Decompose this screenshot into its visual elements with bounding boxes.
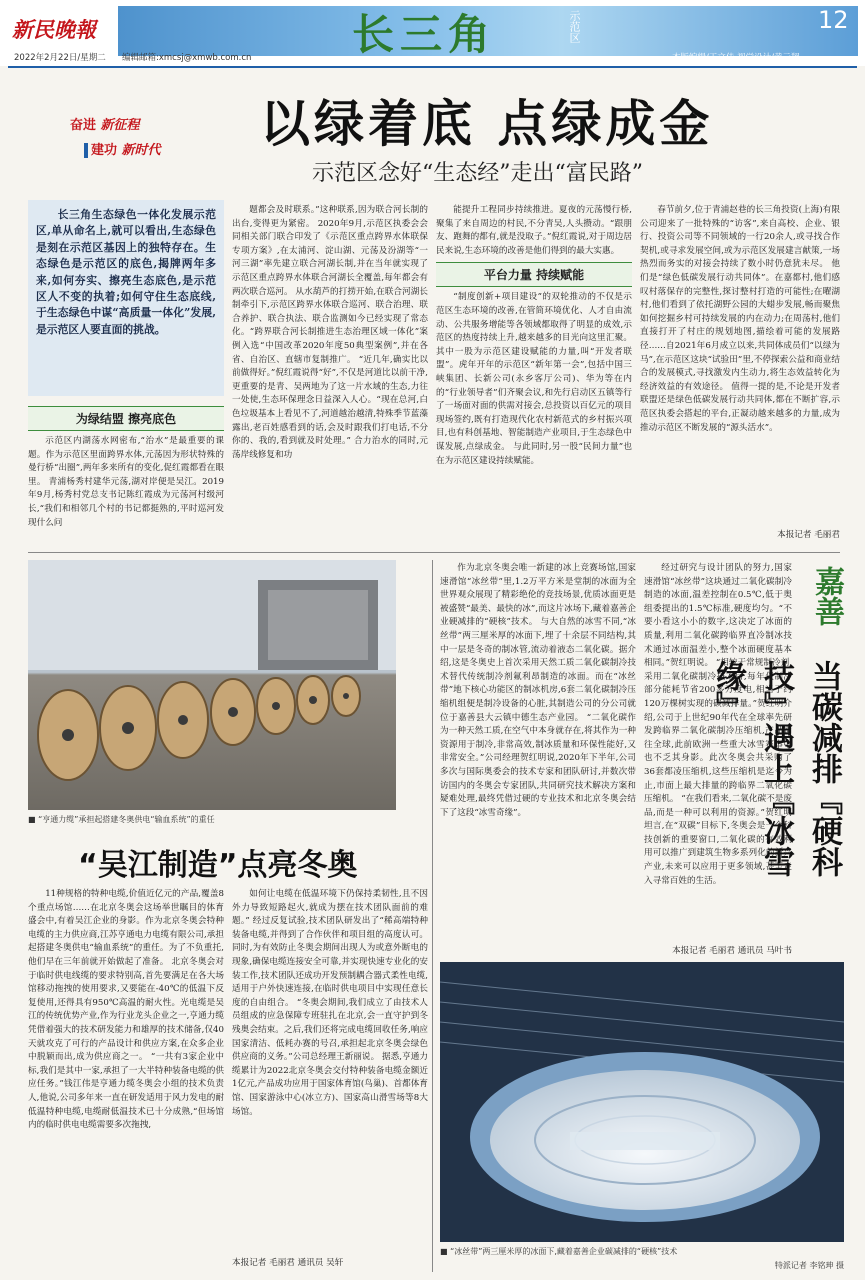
slogan-word: 建功 (84, 143, 117, 158)
vertical-divider (432, 560, 433, 1272)
top-subheadline: 示范区念好“生态经”走出“富民路” (312, 161, 643, 186)
masthead (0, 0, 865, 66)
body-text: 作为北京冬奥会唯一新建的冰上竞赛场馆,国家速滑馆“冰丝带”里,1.2万平方米是堂制的冰面为全世界观众展现了精彩绝伦的竞技场景,优质冰面更是被盛赞“最美、最快的冰”,而这片冰场下,藏着嘉善企业硬减排的“硬核”技术。 与大自然的冰雪不同,“冰丝带”两三厘米厚的冰面下,埋了十余层不同结构,其中一层是冬奇的制冰管,流动着液态二氧化碳。据介绍,这是冬奥史上首次采用天然工质二氧化碳制冷技术替代传统制冷剂氟利昂制造的冰面。而在“冰丝带”地下核心功能区的制冰机房,6套二氧化碳制冷压缩机组便是制冷设备的心脏,其制造公司的分公司就位于嘉善县大云镇中德生态产业园。 “二氧化碳作为一种天然工质,在空气中本身就存在,将其作为一种资源用于制冷,非常高效,制冰质量和环保性能好,又非常安全。”公司经理贺红明说,2020年下半年,公司多次与国际奥委会的技术专家和团队研讨,并数次带访国内的冬奥会专家团队,共同研究技术解决方案和疑难处理,最终凭借过硬的专业技术和北京冬奥会结下了这段“冰雪奇缘”。 (440, 563, 636, 818)
editor-email: 编辑邮箱:xmcsj@xmwb.com.cn (122, 53, 252, 63)
slogan-word: 新征程 (100, 118, 140, 133)
subheading: 平台力量 持续赋能 (436, 262, 632, 287)
ice-photo-caption: ■ “冰丝带”两三厘米厚的冰面下,藏着嘉善企业碳减排的“硬核”技术 (440, 1247, 678, 1256)
middle-col-1 (28, 888, 224, 1272)
middle-col-2 (232, 888, 428, 1254)
slogan-box (70, 114, 190, 164)
divider (28, 552, 840, 553)
paper-name: 新民晚報 (12, 17, 96, 42)
middle-headline: “吴江制造”点亮冬奥 (78, 848, 358, 883)
header-rule (8, 66, 857, 68)
ice-rink-photo (440, 962, 844, 1242)
body-text: 如何让电缆在低温环境下仍保持柔韧性,且不因外力导致短路起火,就成为摆在技术团队面前的难题。” 经过反复试验,技术团队研发出了“稀高端特种装备电缆,并得到了合作伙伴和项目组的高度认可。同时,为有效防止冬奥会期间出现人为或意外断电的现象,确保电缆连接安全可靠,并实现快速专业化的安装工作,技术团队还成功开发预制耦合器式柔性电缆,适用于户外快速连接,在临时供电项目中实现任意长度的自由组合。 “冬奥会期间,我们成立了由技术人员组成的应急保障专班驻扎在北京,会一直守护到冬残奥会结束。之后,我们还将完成电缆回收任务,响应国家清洁、低耗办赛的号召,承担起北京冬奥会绿色供应商的义务。”公司总经理王新丽说。 据悉,亨通力缆累计为2022北京冬奥会交付特种装备电缆金额近1亿元,产品成功应用于国家体育馆(鸟巢)、首都体育馆、国家游泳中心(冰立方)、国家高山滑雪场等8大场馆。 (232, 889, 428, 1117)
middle-byline: 本报记者 毛丽君 通讯员 吴轩 (232, 1258, 344, 1268)
cable-photo-caption: ■ “亨通力缆”承担起搭建冬奥供电“输血系统”的重任 (28, 815, 215, 824)
body-text: 春节前夕,位于青浦赵巷的长三角投资(上海)有限公司迎来了一批特殊的“访客”,来自高校、企业、银行、投资公司等不同领域的一行20余人,或寻找合作契机,或寻求发展空间,或为示范区发展建言献策,一场热烈而务实的对接会持续了数小时仍意犹未尽。 他们是“绿色低碳发展行动共同体”。在嘉都村,他们感叹村落保存的完整性,探讨整村打造的可能性;在曜湖村,他们看到了依托湖野公园的大蜡步发展,畅而聚焦如何挖掘乡村可持续发展的内在动力;在周荡村,他们直接打开了村庄的规划地图,描绘着可能的发展路径……自2021年6月成立以来,共同体成员们“以绿为马”,在示范区这块“试验田”里,不停探索公益和商业结合的发展模式,寻找激发内生动力,将生态效益转化为经济效益的有效途径。 值得一提的是,不论是开发者联盟还是绿色低碳发展行动共同体,都在不断扩容,示范区执委会搭起的平台,正凝动越来越多的力量,成为推动示范区不断发展的“源头活水”。 (640, 205, 840, 433)
right-byline: 本报记者 毛丽君 通讯员 马叶书 (672, 946, 792, 956)
section-badge: 示范区 (568, 10, 581, 43)
ice-photo-credit: 特派记者 李铭珅 摄 (774, 1261, 844, 1270)
subheading: 为绿结盟 擦亮底色 (28, 406, 224, 431)
credits: 本版编辑/王文佳 视觉设计/黄云翔 (672, 53, 800, 63)
lead-box (28, 200, 224, 396)
right-headline: 当碳减排『硬科技』遇上『冰雪缘』 (710, 660, 842, 877)
body-text: “制度创新+项目建设”的双轮推动的不仅是示范区生态环境的改善,在管简环境优化、人才自由流动、公共服务增能等各领域都取得了明显的成效,示范区的热度持续上升,越来越多的目光向这里汇聚。 其中一股为示范区建设赋能的力量,叫“开发者联盟”。虎年开年的示范区“新年第一会”,包括中国三峡集团、长新公司(永乡客厅公司)、华为等在内的“行业领导者”们齐聚会议,和先行启动区五镇等行了一场面对面的供需对接会,总投资以百亿元的项目现场签约,既有打造现代化农村新范式的乡村振兴项目,也有科创基地、智能制造产业项目,于生态绿色中谋发展,点绿成金。 与此同时,另一股“民间力量”也在为示范区建设持续赋能。 (436, 292, 632, 466)
top-byline: 本报记者 毛丽君 (777, 530, 840, 540)
page-number: 12 (818, 6, 849, 34)
lead-text: 长三角生态绿色一体化发展示范区,单从命名上,就可以看出,生态绿色是刻在示范区基因上的独特存在。生态绿色是示范区的底色,揭牌两年多来,如何夯实、擦亮生态底色,是示范区人不变的执着;如何守住生态底线,于生态绿色中谋“高质量一体化”发展,是示范区人要直面的挑战。 (36, 208, 216, 336)
location-tag: 嘉善 (809, 566, 844, 626)
top-col-4 (640, 204, 840, 530)
body-text: 11种规格的特种电缆,价值近亿元的产品,覆盖8个重点场馆……在北京冬奥会这场举世瞩目的体育盛会中,有着吴江企业的身影。作为北京冬奥会特种电缆的主力供应商,江苏亨通电力电缆有限公司,承担起搭建冬奥供电“输血系统”的重任。为了不负重托,他们早在三年前就开始做起了准备。 北京冬奥会对于临时供电线缆的要求特别高,首先要满足在各大场馆移动拖拽的使用要求,又要能在-40℃的低温下反复使用,还得具有950℃高温的耐火性。光电缆是吴江的传统优势产业,作为行业龙头企业之一,亨通力缆凭借着强大的技术研发能力和雄厚的技术储备,仅40天就攻克了可行的产品设计和供应方案,在众多企业中脱颖而出,成为供应商之一。 “一共有3家企业中标,我们是其中一家,承担了一大半特种装备电缆的供应任务。”钱江伟是亨通力缆冬奥会小组的技术负责人,他说,公司多年来一直在研发适用于风力发电的耐低温特种电缆,电缆耐低温技术已十分成熟,“但场馆内的临时供电电缆需要多次拖拽, (28, 889, 224, 1131)
top-headline: 以绿着底 点绿成金 (260, 95, 714, 153)
body-text: 能提升工程同步持续推进。夏夜的元荡慢行桥,聚集了来自周边的村民,不分青吴,人头攒动。“跟朋友、跑舞的都有,就是没取子。”倪红霞说,对于周边居民来说,生态环境的改善是他们得到的最大实惠。 (436, 205, 632, 256)
top-col-1 (28, 402, 224, 544)
ice-rink-illustration (440, 962, 844, 1242)
right-col-1 (440, 562, 636, 954)
slogan-word: 奋进 (70, 118, 97, 133)
body-text: 题都会及时联系。”这种联系,因为联合河长制的出台,变得更为紧密。 2020年9月,示范区执委会会同相关部门联合印发了《示范区重点跨界水体联保专项方案》,在太浦河、淀山湖、元荡及汾湖等“一河三湖”率先建立联合河湖长制,并在当年就实现了示范区重点跨界水体联合河湖长全覆盖,每年都会有两次联合巡河。 从水葫芦的打捞开始,在联合河湖长制牵引下,示范区跨界水体联合巡河、联合治理、联合养护、联合执法、联合监测如今已经实现了常态化。“跨界联合河长制推进生态治理区域一体化”案例入选“中国改革2020年度50典型案例”,并在各省、自治区、直辖市复制推广。 “近几年,确实比以前做得好。”倪红霞说得“好”,不仅是河道比以前干净,更重要的是青、吴两地为了这一片水域的生态,力往一处使,生态环保理念日益深入人心。“现在总河,白色垃圾基本上看见不了,河道越治越清,特殊季节蓝藻露出,老百姓感看到的话,会及时跟我们打电话,不分你的、我的,看到就及时处理。” 合力治水的同时,元荡岸线修复和功 (232, 205, 428, 460)
date-line: 2022年2月22日/星期二 (14, 53, 106, 63)
slogan-word: 新时代 (121, 143, 161, 158)
cable-reels-illustration (28, 560, 396, 810)
top-col-3 (436, 204, 632, 544)
cable-reels-photo (28, 560, 396, 810)
section-title: 长三角 (352, 10, 497, 59)
body-text: 经过研究与设计团队的努力,国家速滑馆“冰丝带”这块通过二氧化碳制冷制造的冰面,温差控制在0.5℃,低于奥组委提出的1.5℃标准,硬度均匀。“不要小看这小小的数字,这决定了冰面的质量,利用二氧化碳跨临界直冷制冰技术通过冰面温差小,整个冰面硬度基本相同。”贺红明说。 “相较于常规制冷剂,采用二氧化碳制冷技术后,每年仅制冷部分能耗节省200多万度电,相当于约120万棵树实现的碳减排量。”贺红明介绍,公司于上世纪90年代在全球率先研发跨临界二氧化碳制冷压缩机,产品销往全球,此前欧洲一些重大冰雪赛事中也不乏其身影。此次冬奥会共采购了36套都凌压缩机,这些压缩机是迄今为止,市面上最大排量的跨临界二氧化碳压缩机。 “在我们看来,二氧化碳不是废品,而是一种可以利用的资源。”贺红明坦言,在“双碳”目标下,冬奥会是一个科技创新的重要窗口,二氧化碳的有效利用可以推广到建筑生物多系列化的新兴产业,未来可以应用于更多领域,甚至走入寻常百姓的生活。 (644, 563, 792, 886)
body-text: 示范区内湖荡水网密布,“治水”是最重要的课题。作为示范区里面跨界水体,元荡因为形状特殊的曼行桥“出圈”,两年多来所有的变化,促红霞都看在眼里。 青浦杨秀村建华元荡,湖对岸便是吴江。2019年9月,杨秀村党总支书记陈红霞成为元荡河村级河长,“我们和相邻几个村的书记都挺熟的,平时巡河发现什么问 (28, 436, 224, 528)
top-col-2 (232, 204, 428, 544)
